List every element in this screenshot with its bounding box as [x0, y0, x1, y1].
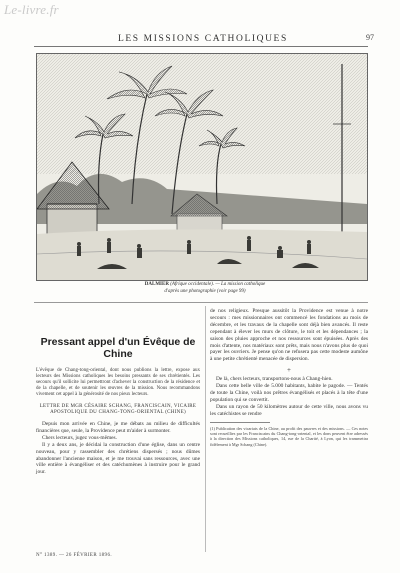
left-column [36, 308, 200, 476]
footnote-rule [210, 422, 270, 423]
paragraph: Dans un rayon de 50 kilomètres autour de cette ville, nous avons vu les catéchistes se rendre [210, 403, 368, 417]
letter-heading: LETTRE DE MGR CÉSAIRE SCHANG, FRANCISCAIN, VICAIRE APOSTOLIQUE DU CHANG-TONG-ORIENTAL (CHINE) [39, 404, 197, 415]
paragraph: De là, chers lecteurs, transportons-nous à Chang-hien. [216, 376, 333, 383]
paragraph: Il y a deux ans, je décidai la construction d'une église, dans un centre nouveau, pour y rassembler des chrétiens dispersés ; nous dûmes abandonner l'ancienne maison, et je me trouvai sans ressources, avec une ville entière à évangéliser et des catéchumènes à instruire pour le grand jour. [36, 441, 200, 476]
cross-ornament: + [287, 366, 291, 375]
paragraph: Depuis mon arrivée en Chine, je me débats au milieu de difficultés financières que, seule, la Providence peut m'aider à surmonter. [36, 421, 200, 434]
watermark: Le-livre.fr [4, 2, 59, 17]
mission-village-engraving [37, 54, 367, 280]
column-rule [34, 302, 368, 303]
running-head: LES MISSIONS CATHOLIQUES [118, 34, 288, 44]
caption-description: (Afrique occidentale). — La mission catholique [170, 282, 266, 287]
paragraph: Dans cette belle ville de 5.000 habitants, habite le pagode. — Tentés de toute la Chine, voilà nos prêtres évangélisés et placés à la tête d'une population qui se convertit. [210, 383, 368, 403]
article-title: Pressant appel d'un Évêque de Chine [40, 336, 196, 360]
illustration-caption [70, 282, 340, 295]
issue-line: N° 1389. — 26 FÉVRIER 1896. [36, 553, 112, 558]
caption-title: DALMIER [144, 282, 169, 287]
header-rule [34, 46, 368, 47]
right-column [210, 308, 368, 447]
caption-credit: d'après une photographie (voir page 99) [164, 288, 246, 294]
paragraph: Chers lecteurs, jugez vous-mêmes. [42, 434, 117, 441]
footnote: (1) Publication des vicariats de la Chine, au profit des pauvres et des missions. — Ces notes sont recueillies par les Franciscains du Chang-tong-oriental, et les dons peuvent être adressés à la direction des Missions catholiques, 14, rue de la Charité, à Lyon, qui les transmettra fidèlement à Mgr Schang (Chine). [210, 425, 368, 447]
engraving-illustration [36, 53, 368, 281]
column-separator [205, 306, 206, 552]
page-number: 97 [366, 33, 374, 42]
article-lead: L'évêque de Chang-tong-oriental, dont nous publions la lettre, expose aux lecteurs des Missions catholiques les besoins pressants de ses chrétientés. Les secours qu'il sollicite lui permettront d'achever la construction de la résidence et de la chapelle, et de soutenir les œuvres de la mission. Nous recommandons vivement cet appel à la générosité de nos pieux lecteurs. [36, 368, 200, 397]
paragraph: de nos religieux. Presque aussitôt la Providence est venue à notre secours : mes missionnaires ont commencé les fondations au mois de décembre, et les travaux de la chapelle sont déjà bien avancés. Il reste cependant à élever les murs de clôture, le toit et les dépendances ; la saison des pluies approche et nos ressources sont épuisées. Après des mois d'attente, nos matériaux sont prêts, mais nous n'avons plus de quoi payer les ouvriers. Je pense qu'on ne refusera pas cette modeste aumône à une petite chrétienté menacée de dispersion. [210, 308, 368, 363]
